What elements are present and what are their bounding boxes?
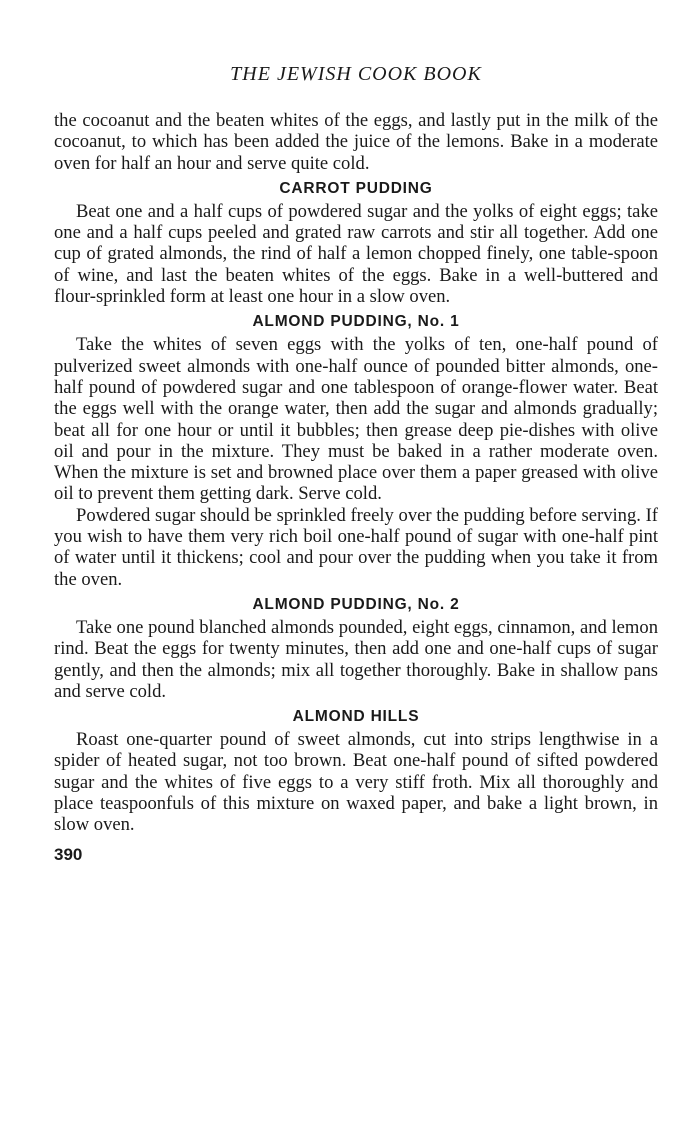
recipe-title: ALMOND PUDDING, No. 2 xyxy=(252,595,460,613)
recipe-paragraph: Take the whites of seven eggs with the yolks of ten, one-half pound of pulverized sweet almonds with one-half ounce of pounded bitter almonds, one-half pound of powdered sugar and one tablespoon of orange-flower water. Beat the eggs well with the orange water, then add the sugar and almonds gradually; beat all for one hour or until it bubbles; then grease deep pie-dishes with olive oil and pour in the mixture. They must be baked in a rather moderate oven. When the mixture is set and browned place over them a paper greased with olive oil to prevent them getting dark. Serve cold. xyxy=(54,334,658,505)
running-head: THE JEWISH COOK BOOK xyxy=(230,63,482,85)
recipe-paragraph: Powdered sugar should be sprinkled freely over the pudding before serving. If you wish to have them very rich boil one-half pound of sugar with one-half pint of water until it thickens; cool and pour over the pudding when you take it from the oven. xyxy=(54,504,658,590)
book-page xyxy=(54,62,658,866)
recipe-carrot-pudding xyxy=(54,178,658,307)
recipe-paragraph: Take one pound blanched almonds pounded, eight eggs, cinnamon, and lemon rind. Beat the eggs for twenty minutes, then add one and one-half cups of sugar gently, and then the almonds; mix all together thoroughly. Bake in shallow pans and serve cold. xyxy=(54,616,658,702)
recipe-almond-pudding-2 xyxy=(54,594,658,702)
recipe-title: ALMOND PUDDING, No. 1 xyxy=(252,313,460,331)
recipe-almond-hills xyxy=(54,706,658,835)
recipe-title: ALMOND HILLS xyxy=(292,708,420,726)
recipe-title: CARROT PUDDING xyxy=(279,179,433,197)
recipe-almond-pudding-1 xyxy=(54,311,658,590)
continued-paragraph: the cocoanut and the beaten whites of the eggs, and lastly put in the milk of the cocoanut, to which has been added the juice of the lemons. Bake in a moderate oven for half an hour and serve quite cold. xyxy=(54,110,658,174)
recipe-paragraph: Roast one-quarter pound of sweet almonds, cut into strips lengthwise in a spider of heated sugar, not too brown. Beat one-half pound of sifted powdered sugar and the whites of five eggs to a very stiff froth. Mix all thoroughly and place teaspoonfuls of this mixture on waxed paper, and bake a light brown, in slow oven. xyxy=(54,729,658,836)
recipe-paragraph: Beat one and a half cups of powdered sugar and the yolks of eight eggs; take one and a half cups peeled and grated raw carrots and stir all together. Add one cup of grated almonds, the rind of half a lemon chopped finely, one table-spoon of wine, and last the beaten whites of the eggs. Bake in a well-buttered and flour-sprinkled form at least one hour in a slow oven. xyxy=(54,200,658,308)
page-number: 390 xyxy=(54,844,83,864)
